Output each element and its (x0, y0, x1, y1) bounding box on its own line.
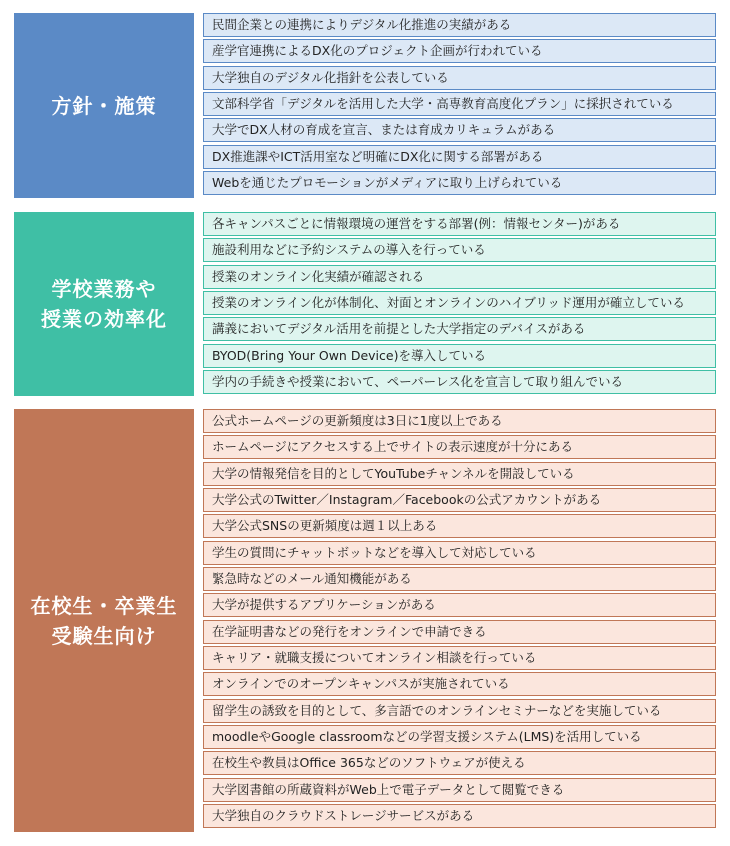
list-item: BYOD(Bring Your Own Device)を導入している (203, 344, 716, 368)
section-title-line: 授業の効率化 (41, 307, 167, 331)
list-item: 大学公式SNSの更新頻度は週１以上ある (203, 514, 716, 538)
item-list-policy (203, 13, 716, 197)
list-item: DX推進課やICT活用室など明確にDX化に関する部署がある (203, 145, 716, 169)
item-list-operations (203, 212, 716, 396)
list-item: 大学でDX人材の育成を宣言、または育成カリキュラムがある (203, 118, 716, 142)
item-list-students (203, 409, 716, 831)
list-item: 学生の質問にチャットボットなどを導入して対応している (203, 541, 716, 565)
section-title-line: 方針・施策 (51, 93, 157, 118)
list-item: 授業のオンライン化実績が確認される (203, 265, 716, 289)
list-item: 大学公式のTwitter／Instagram／Facebookの公式アカウントがある (203, 488, 716, 512)
list-item: moodleやGoogle classroomなどの学習支援システム(LMS)を活用している (203, 725, 716, 749)
section-title-line: 受験生向け (51, 623, 157, 648)
section-students (14, 409, 716, 832)
section-policy (14, 13, 716, 198)
list-item: 在学証明書などの発行をオンラインで申請できる (203, 620, 716, 644)
section-label-students (14, 409, 194, 832)
list-item: ホームページにアクセスする上でサイトの表示速度が十分にある (203, 435, 716, 459)
section-title-line: 在校生・卒業生 (30, 593, 178, 618)
section-title-line: 学校業務や (51, 277, 157, 301)
list-item: 大学独自のデジタル化指針を公表している (203, 66, 716, 90)
list-item: Webを通じたプロモーションがメディアに取り上げられている (203, 171, 716, 195)
list-item: 大学の情報発信を目的としてYouTubeチャンネルを開設している (203, 462, 716, 486)
list-item: 文部科学省「デジタルを活用した大学・高専教育高度化プラン」に採択されている (203, 92, 716, 116)
list-item: 大学図書館の所蔵資料がWeb上で電子データとして閲覧できる (203, 778, 716, 802)
section-label-operations (14, 212, 194, 396)
section-label-policy (14, 13, 194, 198)
list-item: 緊急時などのメール通知機能がある (203, 567, 716, 591)
list-item: 大学が提供するアプリケーションがある (203, 593, 716, 617)
list-item: キャリア・就職支援についてオンライン相談を行っている (203, 646, 716, 670)
list-item: 大学独自のクラウドストレージサービスがある (203, 804, 716, 828)
section-operations (14, 212, 716, 396)
list-item: 授業のオンライン化が体制化、対面とオンラインのハイブリッド運用が確立している (203, 291, 716, 315)
list-item: 講義においてデジタル活用を前提とした大学指定のデバイスがある (203, 317, 716, 341)
list-item: 留学生の誘致を目的として、多言語でのオンラインセミナーなどを実施している (203, 699, 716, 723)
list-item: 民間企業との連携によりデジタル化推進の実績がある (203, 13, 716, 37)
list-item: 在校生や教員はOffice 365などのソフトウェアが使える (203, 751, 716, 775)
list-item: オンラインでのオープンキャンパスが実施されている (203, 672, 716, 696)
list-item: 産学官連携によるDX化のプロジェクト企画が行われている (203, 39, 716, 63)
list-item: 学内の手続きや授業において、ペーパーレス化を宣言して取り組んでいる (203, 370, 716, 394)
list-item: 施設利用などに予約システムの導入を行っている (203, 238, 716, 262)
list-item: 公式ホームページの更新頻度は3日に1度以上である (203, 409, 716, 433)
list-item: 各キャンパスごとに情報環境の運営をする部署(例：情報センター)がある (203, 212, 716, 236)
